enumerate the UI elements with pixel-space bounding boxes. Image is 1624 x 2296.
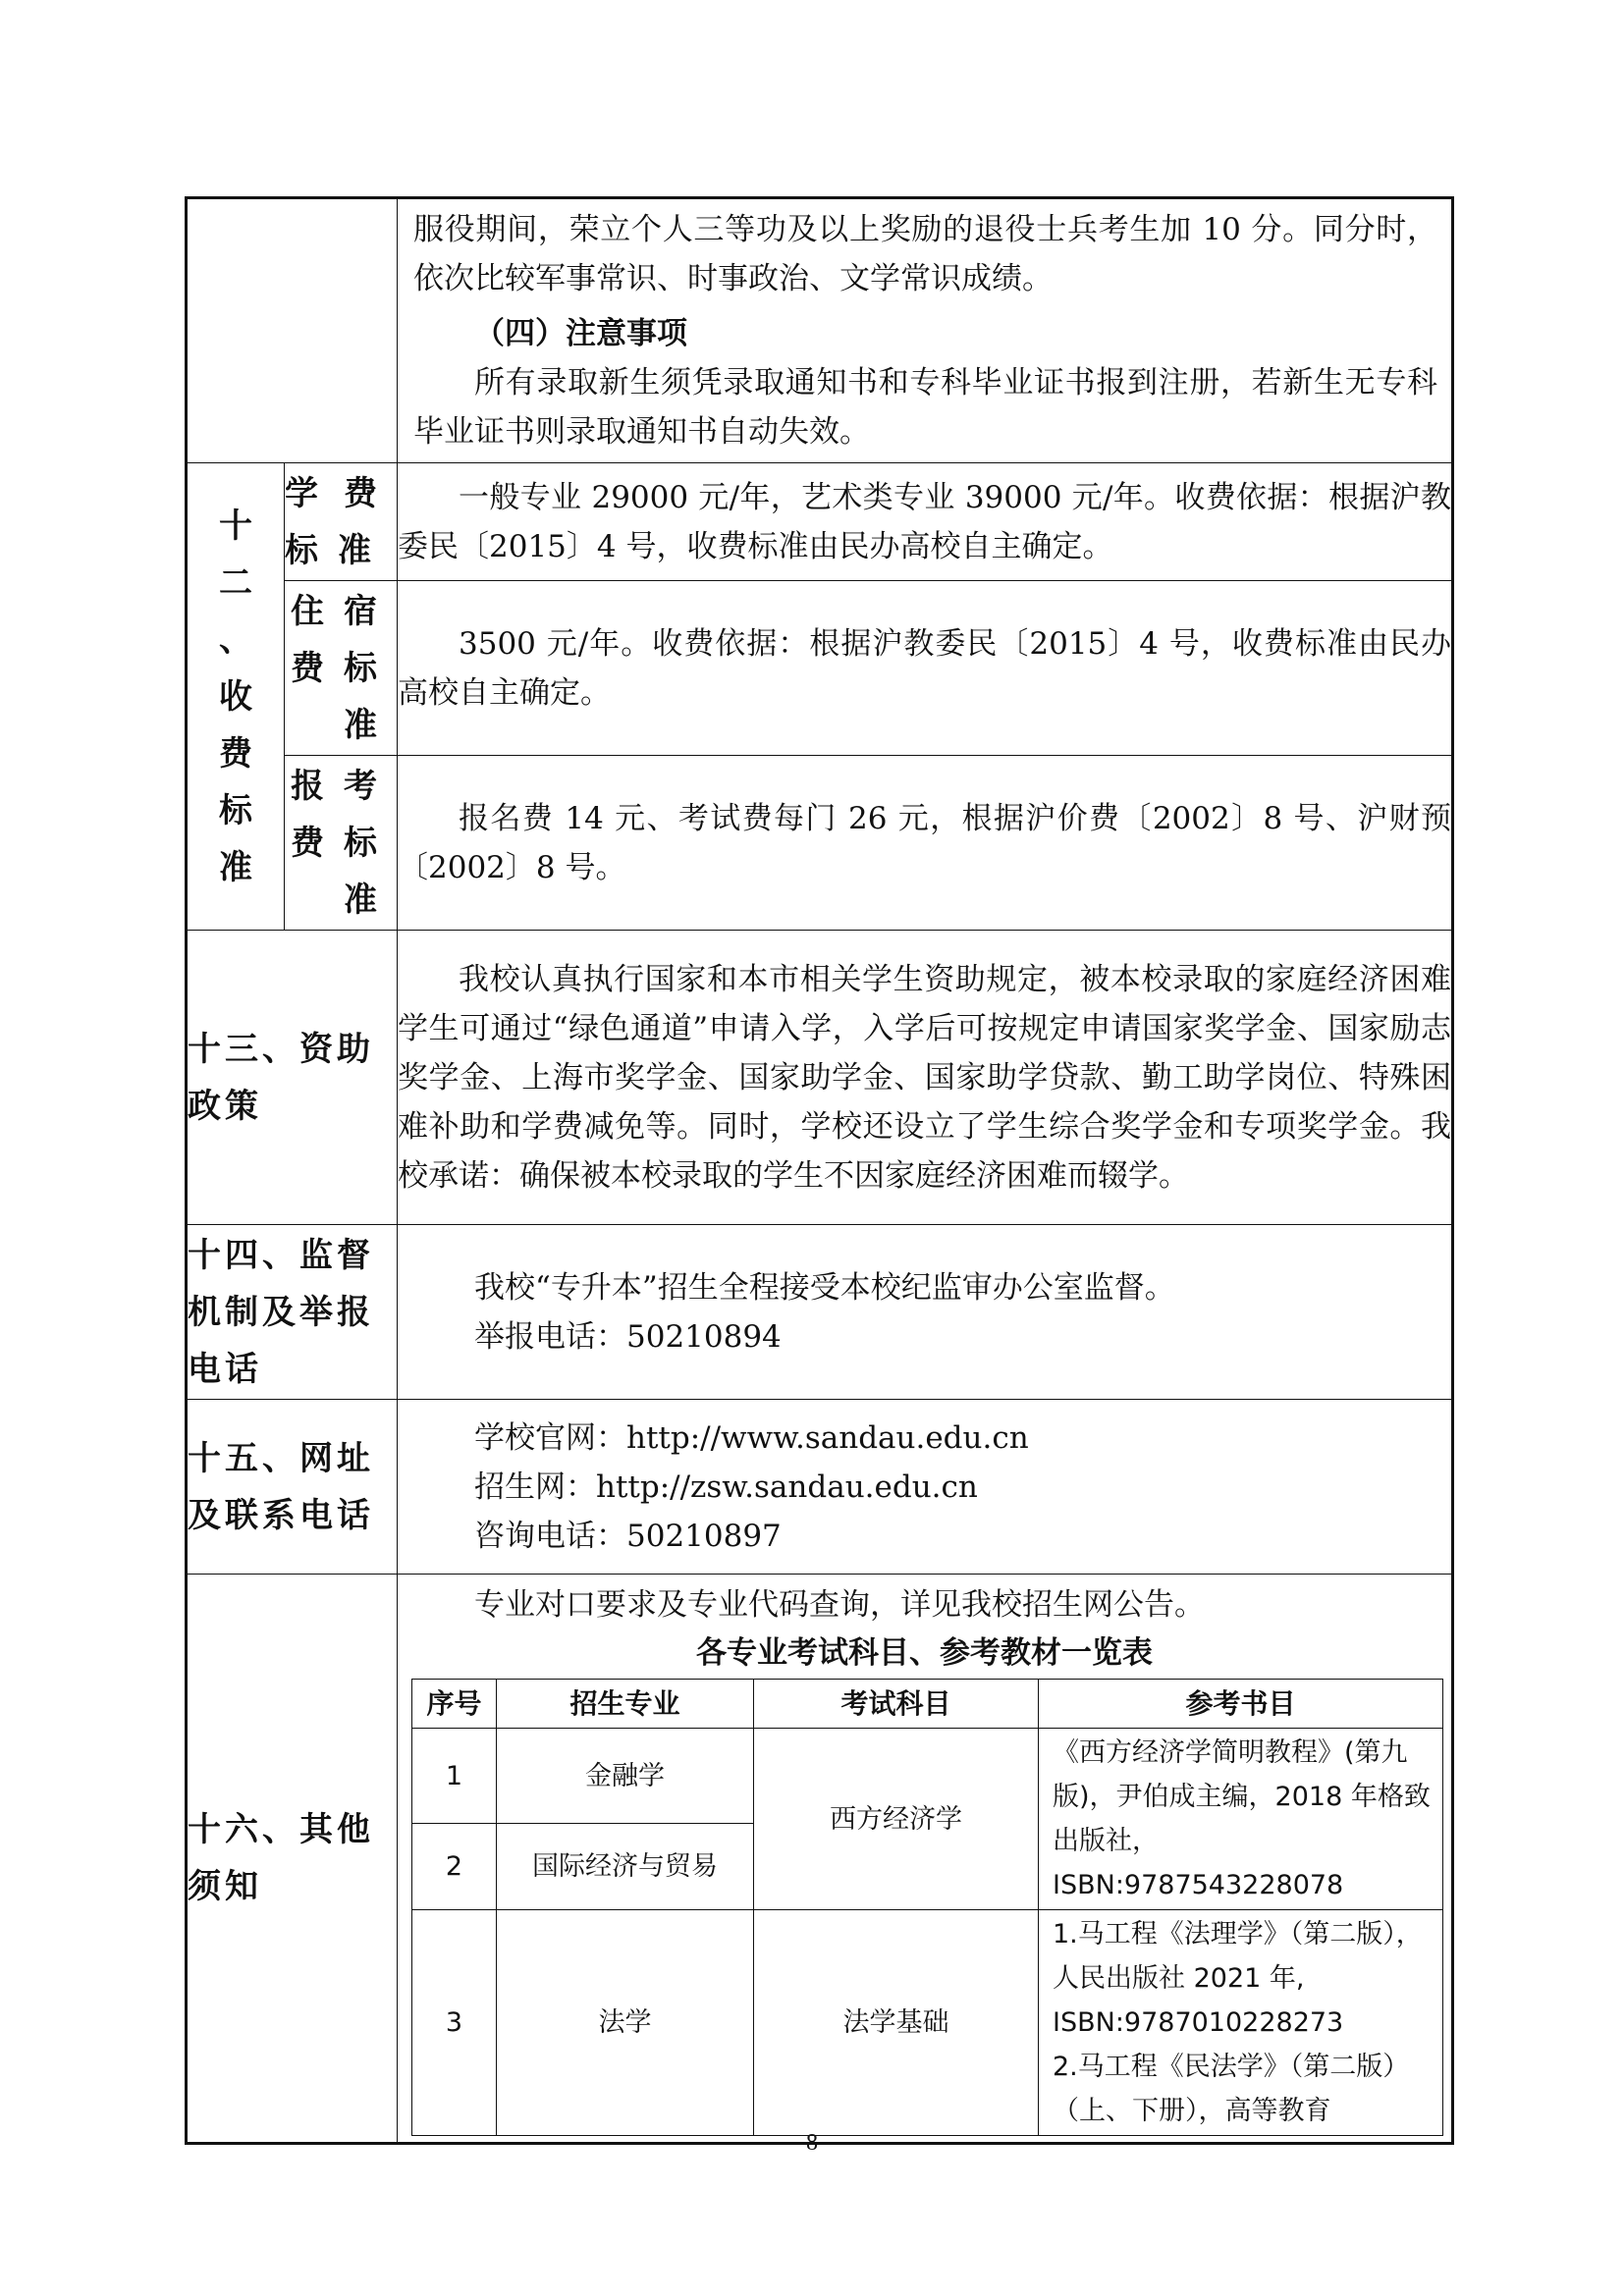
empty-label-cell [187, 198, 398, 463]
consult-phone: 咨询电话：50210897 [474, 1518, 782, 1554]
bonus-points-text: 服役期间，荣立个人三等功及以上奖励的退役士兵考生加 10 分。同分时，依次比较军事常识、时事政治、文学常识成绩。 [413, 212, 1437, 296]
aid-label: 十三、资助政策 [187, 931, 398, 1225]
other-row [187, 1575, 1453, 2144]
other-intro: 专业对口要求及专业代码查询，详见我校招生网公告。 [474, 1587, 1205, 1623]
law-book-1: 1.马工程《法理学》（第二版），人民出版社 2021 年, ISBN:9787010228273 [1053, 1919, 1423, 2038]
row-major: 国际经济与贸易 [497, 1824, 754, 1910]
contact-row [187, 1400, 1453, 1575]
subjects-table-header [412, 1680, 1443, 1729]
notes-heading: （四）注意事项 [474, 316, 687, 351]
school-website: 学校官网：http://www.sandau.edu.cn [474, 1419, 1029, 1456]
supervision-row [187, 1225, 1453, 1400]
fees-section-label: 十 二 、 收 费 标 准 [187, 463, 285, 931]
col-header-books: 参考书目 [1039, 1680, 1443, 1729]
aid-row [187, 931, 1453, 1225]
table-row [412, 1910, 1443, 2136]
col-header-subject: 考试科目 [754, 1680, 1039, 1729]
col-header-major: 招生专业 [497, 1680, 754, 1729]
tuition-text: 一般专业 29000 元/年，艺术类专业 39000 元/年。收费依据：根据沪教委民〔2015〕4 号，收费标准由民办高校自主确定。 [398, 463, 1453, 581]
supervision-text: 我校“专升本”招生全程接受本校纪监审办公室监督。 [474, 1269, 1175, 1306]
dorm-fee-label: 住宿费标准 [285, 581, 398, 756]
admissions-website: 招生网：http://zsw.sandau.edu.cn [474, 1468, 978, 1505]
row-major: 法学 [497, 1910, 754, 2136]
row-no: 2 [412, 1824, 497, 1910]
col-header-no: 序号 [412, 1680, 497, 1729]
row-subject: 法学基础 [754, 1910, 1039, 2136]
page-number: 8 [806, 2130, 818, 2156]
other-content [398, 1575, 1453, 2144]
dorm-fee-text: 3500 元/年。收费依据：根据沪教委民〔2015〕4 号，收费标准由民办高校自主确定。 [398, 581, 1453, 756]
contact-label: 十五、网址及联系电话 [187, 1400, 398, 1575]
notes-text: 所有录取新生须凭录取通知书和专科毕业证书报到注册，若新生无专科毕业证书则录取通知书自动失效。 [413, 365, 1437, 450]
row-no: 3 [412, 1910, 497, 2136]
subjects-table-title: 各专业考试科目、参考教材一览表 [696, 1635, 1153, 1671]
row-books: 《西方经济学简明教程》(第九版)，尹伯成主编，2018 年格致出版社，ISBN:9787543228078 [1039, 1729, 1443, 1910]
contact-content [398, 1400, 1453, 1575]
fee-row-tuition [187, 463, 1453, 581]
row-no: 1 [412, 1729, 497, 1824]
supervision-label: 十四、监督机制及举报电话 [187, 1225, 398, 1400]
row-books [1039, 1910, 1443, 2136]
fee-row-exam [187, 756, 1453, 931]
fee-row-dorm [187, 581, 1453, 756]
subjects-table [411, 1679, 1443, 2136]
exam-fee-label: 报考费标准 [285, 756, 398, 931]
continuation-row [187, 198, 1453, 463]
tuition-label: 学费标准 [285, 463, 398, 581]
report-phone: 举报电话：50210894 [474, 1318, 782, 1355]
exam-fee-text: 报名费 14 元、考试费每门 26 元，根据沪价费〔2002〕8 号、沪财预〔2002〕8 号。 [398, 756, 1453, 931]
aid-text: 我校认真执行国家和本市相关学生资助规定，被本校录取的家庭经济困难学生可通过“绿色通道”申请入学，入学后可按规定申请国家奖学金、国家励志奖学金、上海市奖学金、国家助学金、国家助学贷款、勤工助学岗位、特殊困难补助和学费减免等。同时，学校还设立了学生综合奖学金和专项奖学金。我校承诺：确保被本校录取的学生不因家庭经济困难而辍学。 [398, 931, 1453, 1225]
admissions-info-table [185, 196, 1454, 2145]
law-book-2: 2.马工程《民法学》（第二版）（上、下册），高等教育 [1053, 2052, 1410, 2126]
supervision-content [398, 1225, 1453, 1400]
other-label: 十六、其他须知 [187, 1575, 398, 2144]
table-row [412, 1729, 1443, 1824]
row-major: 金融学 [497, 1729, 754, 1824]
row-subject: 西方经济学 [754, 1729, 1039, 1910]
continuation-content [398, 198, 1453, 463]
